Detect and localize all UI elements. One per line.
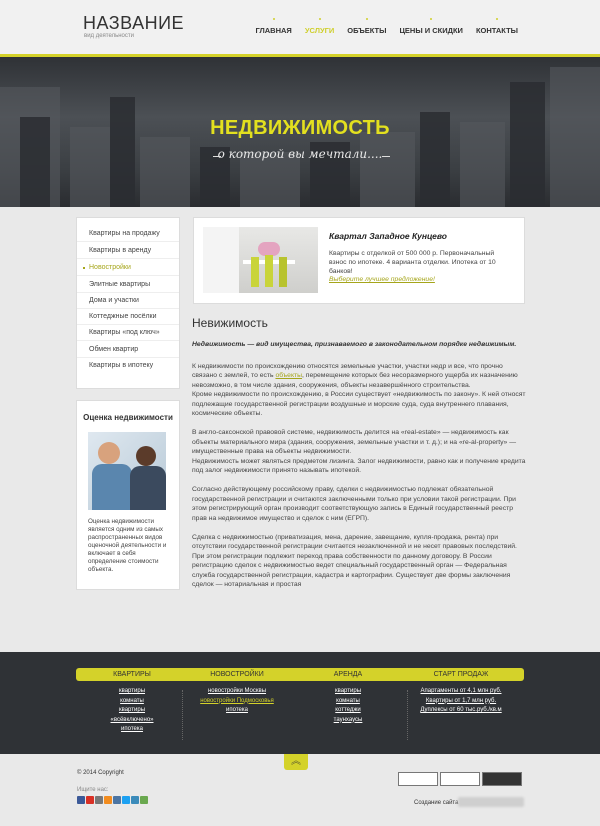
- social-icons: [77, 796, 148, 804]
- evaluation-title: Оценка недвижимости: [83, 413, 173, 422]
- footer-link[interactable]: Квартиры от 1,7 млн руб.: [425, 697, 497, 704]
- footer-column-newbuildings: [181, 668, 293, 716]
- footer-link-active[interactable]: новостройки Подмосковья: [200, 697, 274, 704]
- evaluation-box: [76, 400, 180, 590]
- footer-column-rent: [292, 668, 404, 725]
- sidebar-item[interactable]: Дома и участки: [77, 293, 179, 309]
- sidebar-item[interactable]: Квартиры в ипотеку: [89, 362, 154, 369]
- odnoklassniki-icon[interactable]: [104, 796, 112, 804]
- nav-contacts[interactable]: [476, 26, 518, 35]
- counters: [398, 772, 522, 786]
- nav-label: ЦЕНЫ И СКИДКИ: [399, 26, 463, 35]
- footer-column-apartments: [76, 668, 188, 735]
- footer-link[interactable]: ипотека: [121, 726, 143, 732]
- featured-card: [193, 217, 525, 304]
- footer-heading: АРЕНДА: [333, 671, 363, 678]
- footer-heading: СТАРТ ПРОДАЖ: [433, 671, 489, 678]
- sidebar-item[interactable]: Квартиры в аренду: [77, 243, 179, 259]
- sidebar-menu: [76, 217, 180, 389]
- featured-link[interactable]: Выберите лучшее предложение!: [329, 276, 435, 283]
- nav-dot-icon: [496, 18, 498, 20]
- bullet-icon: [83, 267, 85, 269]
- footer-heading: НОВОСТРОЙКИ: [210, 671, 264, 678]
- nav-home[interactable]: [255, 26, 291, 35]
- article-paragraph: В англо-саксонской правовой системе, недвижимость делится на «real-estate» — недвижимость как объекты материального мира (здания, сооружения, земельные участки и т. д.); и на «re-al-property» — имущественные права на объекты недвижимости.: [192, 429, 516, 455]
- footer-link[interactable]: комнаты: [336, 697, 360, 704]
- footer-link[interactable]: таунхаусы: [333, 716, 363, 723]
- vk-icon[interactable]: [113, 796, 121, 804]
- nav-objects[interactable]: [347, 26, 386, 35]
- google-icon[interactable]: [86, 796, 94, 804]
- scroll-up-button[interactable]: [284, 754, 308, 770]
- footer-link[interactable]: ипотека: [226, 707, 248, 713]
- twitter-icon[interactable]: [122, 796, 130, 804]
- footer-link[interactable]: квартиры: [118, 688, 146, 694]
- facebook-icon[interactable]: [77, 796, 85, 804]
- footer-link[interactable]: коттеджи: [335, 707, 361, 713]
- nav-services[interactable]: [305, 26, 334, 35]
- sidebar-item-label: Новостройки: [89, 264, 131, 271]
- article-paragraph: Недвижимость может являться предметом лизинга. Залог недвижимости, равно как и получение кредита под залог недвижимости принято называть ипотекой.: [192, 457, 526, 474]
- evaluation-text: Оценка недвижимости является одним из самых распространенных видов оценочной деятельности и включает в себя определение стоимости объекта.: [88, 518, 167, 573]
- sidebar-item[interactable]: Квартиры на продажу: [77, 226, 179, 242]
- find-us-label: Ищите нас:: [77, 787, 109, 793]
- hero-subtitle: о которой вы мечтали....: [217, 147, 383, 161]
- counter-badge[interactable]: [482, 772, 522, 786]
- developer-logo[interactable]: [458, 797, 524, 807]
- article-title: Невижимость: [192, 316, 268, 330]
- logo-title[interactable]: НАЗВАНИЕ: [83, 13, 185, 33]
- featured-photo[interactable]: [203, 227, 318, 293]
- main-nav: [255, 26, 518, 35]
- hero-divider: [382, 156, 390, 157]
- nav-label: ОБЪЕКТЫ: [347, 26, 387, 35]
- objects-link[interactable]: объекты: [275, 372, 302, 379]
- article-lead: Недвижимость — вид имущества, признаваемого в законодательном порядке недвижимым.: [192, 341, 517, 348]
- share-icon[interactable]: [140, 796, 148, 804]
- article-paragraph: Кроме недвижимости по происхождению, в России существует «недвижимость по закону». К ней относят подлежащие государственной регистрации воздушные и морские суда, суда внутреннего плавания, космические объекты.: [192, 391, 526, 417]
- logo-subtitle: вид деятельности: [84, 33, 134, 39]
- evaluation-photo: [88, 432, 166, 510]
- footer-link[interactable]: квартиры: [118, 707, 146, 713]
- hero-banner: [0, 57, 600, 207]
- created-by-label: Создание сайта: [414, 800, 459, 806]
- footer-column-sales-start: [405, 668, 517, 716]
- sidebar-item-active[interactable]: [77, 260, 179, 276]
- sidebar-item[interactable]: Квартиры «под ключ»: [77, 325, 179, 341]
- footer-link[interactable]: Дуплексы от 60 тыс.руб./кв.м: [420, 707, 502, 713]
- nav-label: ГЛАВНАЯ: [255, 26, 292, 35]
- featured-text: Квартиры с отделкой от 500 000 р. Первоначальный взнос по ипотеке. 4 варианта отделки. Ипотека от 10 банков!: [329, 250, 496, 275]
- nav-label: УСЛУГИ: [304, 26, 335, 35]
- footer-link[interactable]: комнаты: [120, 697, 144, 704]
- article-paragraph: Согласно действующему российскому праву, сделки с недвижимостью подлежат обязательной государственной регистрации и считаются заключенными только при условии такой регистрации. При этом регистрирующий орган производит соответствующую запись в Единый государственный реестр прав на недвижимое имущество и сделок с ним (ЕГРП).: [192, 486, 516, 522]
- article: [192, 316, 526, 599]
- footer-heading: КВАРТИРЫ: [113, 671, 151, 678]
- footer-link[interactable]: Апартаменты от 4,1 млн руб.: [420, 688, 502, 694]
- nav-dot-icon: [430, 18, 432, 20]
- nav-prices[interactable]: [399, 26, 463, 35]
- copyright: © 2014 Copyright: [77, 770, 124, 776]
- footer-link[interactable]: квартиры: [334, 688, 362, 694]
- counter-badge[interactable]: [440, 772, 480, 786]
- footer-link[interactable]: новостройки Москвы: [207, 688, 267, 694]
- hero-title: НЕДВИЖИМОСТЬ: [210, 117, 390, 139]
- hero-divider: [213, 156, 221, 157]
- header: [0, 0, 600, 54]
- footer-link[interactable]: «всёвключено»: [110, 716, 154, 723]
- nav-label: КОНТАКТЫ: [475, 26, 518, 35]
- sidebar-item[interactable]: Коттеджные посёлки: [77, 309, 179, 325]
- nav-dot-icon: [319, 18, 321, 20]
- nav-dot-icon: [273, 18, 275, 20]
- mail-icon[interactable]: [95, 796, 103, 804]
- chevron-up-icon: ︽: [291, 756, 301, 767]
- livejournal-icon[interactable]: [131, 796, 139, 804]
- sidebar-item[interactable]: Элитные квартиры: [77, 277, 179, 293]
- article-paragraph: Сделка с недвижимостью (приватизация, мена, дарение, завещание, купля-продажа, рента) при отсутствии государственной регистрации считается незаключенной и не несет правовых последствий. При этом регистрации подлежит переход права собственности по данному договору. В России регистрацию сделок с недвижимостью ведет специальный государственный орган — Федеральная служба государственной регистрации, кадастра и картографии. Существует две формы заключения сделок — нотариальная и простая: [192, 533, 517, 588]
- article-paragraph: К недвижимости по происхождению относятся земельные участки, участки недр и все, что прочно связано с землей, то есть объекты, перемещение которых без несоразмерного ущерба их назначению невозможно, в том числе здания, сооружения, объекты незавершённого строительства.: [192, 362, 518, 389]
- sidebar-item[interactable]: Обмен квартир: [77, 342, 179, 358]
- nav-dot-icon: [366, 18, 368, 20]
- featured-title: Квартал Западное Кунцево: [329, 231, 447, 241]
- counter-badge[interactable]: [398, 772, 438, 786]
